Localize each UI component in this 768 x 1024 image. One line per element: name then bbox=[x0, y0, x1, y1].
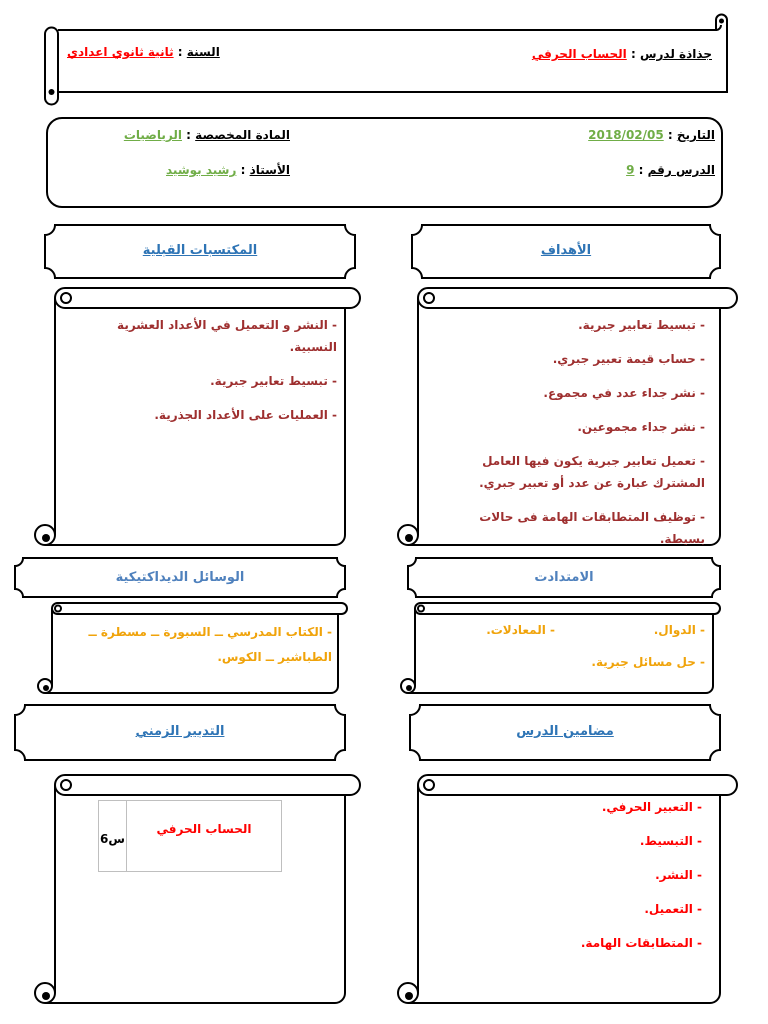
time-management-title-text: التدبير الزمني bbox=[135, 724, 225, 739]
extensions-title-text: الامتدادت bbox=[534, 570, 594, 585]
teacher-field bbox=[166, 162, 290, 178]
lesson-number-label: الدرس رقم bbox=[647, 163, 715, 177]
objectives-title bbox=[412, 243, 720, 259]
list-item: - نشر جداء عدد في مجموع. bbox=[543, 386, 705, 400]
extensions-item-functions: - الدوال. bbox=[653, 623, 705, 637]
extensions-scroll bbox=[401, 603, 720, 693]
list-item: - التعبير الحرفي. bbox=[601, 800, 702, 814]
teaching-aids-text bbox=[77, 620, 332, 670]
extensions-title bbox=[408, 570, 720, 586]
lesson-contents-title bbox=[410, 724, 720, 740]
lesson-contents-list bbox=[422, 796, 702, 966]
lesson-contents-title-text: مضامين الدرس bbox=[516, 724, 614, 739]
separator: : bbox=[638, 163, 644, 177]
subject-field bbox=[124, 127, 290, 143]
lesson-number-value: 9 bbox=[626, 163, 635, 177]
date-field bbox=[588, 127, 715, 143]
lesson-title-value: الحساب الحرفي bbox=[531, 47, 627, 61]
date-value: 2018/02/05 bbox=[588, 128, 664, 142]
subject-label: المادة المخصصة bbox=[195, 128, 290, 142]
subject-value: الرياضيات bbox=[123, 128, 182, 142]
teaching-aids-line: - الكتاب المدرسي ــ السبورة ــ مسطرة ــ الطباشير ــ الكوس. bbox=[88, 625, 332, 664]
objectives-title-text: الأهداف bbox=[540, 243, 592, 258]
separator: : bbox=[186, 128, 191, 142]
objectives-list bbox=[433, 314, 705, 562]
list-item: - نشر جداء مجموعين. bbox=[577, 420, 705, 434]
list-item: - حساب قيمة تعبير جبري. bbox=[552, 352, 705, 366]
separator: : bbox=[667, 128, 673, 142]
lesson-number-field bbox=[626, 162, 715, 178]
prerequisites-list bbox=[69, 314, 337, 438]
school-year-value: ثانية ثانوي اعدادي bbox=[67, 45, 174, 59]
list-item: - النشر و التعميل في الأعداد العشرية النسبية. bbox=[117, 318, 337, 354]
prerequisites-title-text: المكتسبات القبلية bbox=[142, 243, 258, 258]
list-item: - المتطابقات الهامة. bbox=[580, 936, 702, 950]
time-management-title bbox=[15, 724, 345, 740]
teacher-value: رشيد بوشيد bbox=[166, 163, 237, 177]
time-table-topic: الحساب الحرفي bbox=[156, 822, 252, 836]
list-item: - التبسيط. bbox=[639, 834, 702, 848]
separator: : bbox=[240, 163, 246, 177]
lesson-title bbox=[532, 46, 712, 62]
extensions-item-equations: - المعادلات. bbox=[486, 623, 555, 637]
teaching-aids-title bbox=[15, 570, 345, 586]
list-item: - العمليات على الأعداد الجذرية. bbox=[154, 408, 337, 422]
prerequisites-title bbox=[45, 243, 355, 259]
teaching-aids-title-text: الوسائل الديداكتيكية bbox=[115, 570, 245, 585]
time-table-duration: 6س bbox=[99, 801, 127, 871]
separator: : bbox=[630, 47, 636, 61]
list-item: - توظيف المتطابقات الهامة فى حالات بسيطة. bbox=[479, 510, 705, 546]
separator: : bbox=[177, 45, 183, 59]
extensions-item-problems: - حل مسائل جبرية. bbox=[591, 655, 705, 669]
list-item: - التعميل. bbox=[644, 902, 702, 916]
list-item: - تعميل تعابير جبرية يكون فيها العامل المشترك عبارة عن عدد أو تعبير جبري. bbox=[479, 454, 705, 490]
school-year bbox=[67, 44, 220, 60]
list-item: - تبسيط تعابير جبرية. bbox=[210, 374, 337, 388]
list-item: - تبسيط تعابير جبرية. bbox=[578, 318, 705, 332]
list-item: - النشر. bbox=[655, 868, 702, 882]
time-table bbox=[98, 800, 282, 872]
date-label: التاريخ bbox=[676, 128, 715, 142]
teacher-label: الأستاذ bbox=[249, 163, 290, 177]
lesson-title-label: جذاذة لدرس bbox=[639, 47, 712, 61]
school-year-label: السنة bbox=[186, 45, 220, 59]
